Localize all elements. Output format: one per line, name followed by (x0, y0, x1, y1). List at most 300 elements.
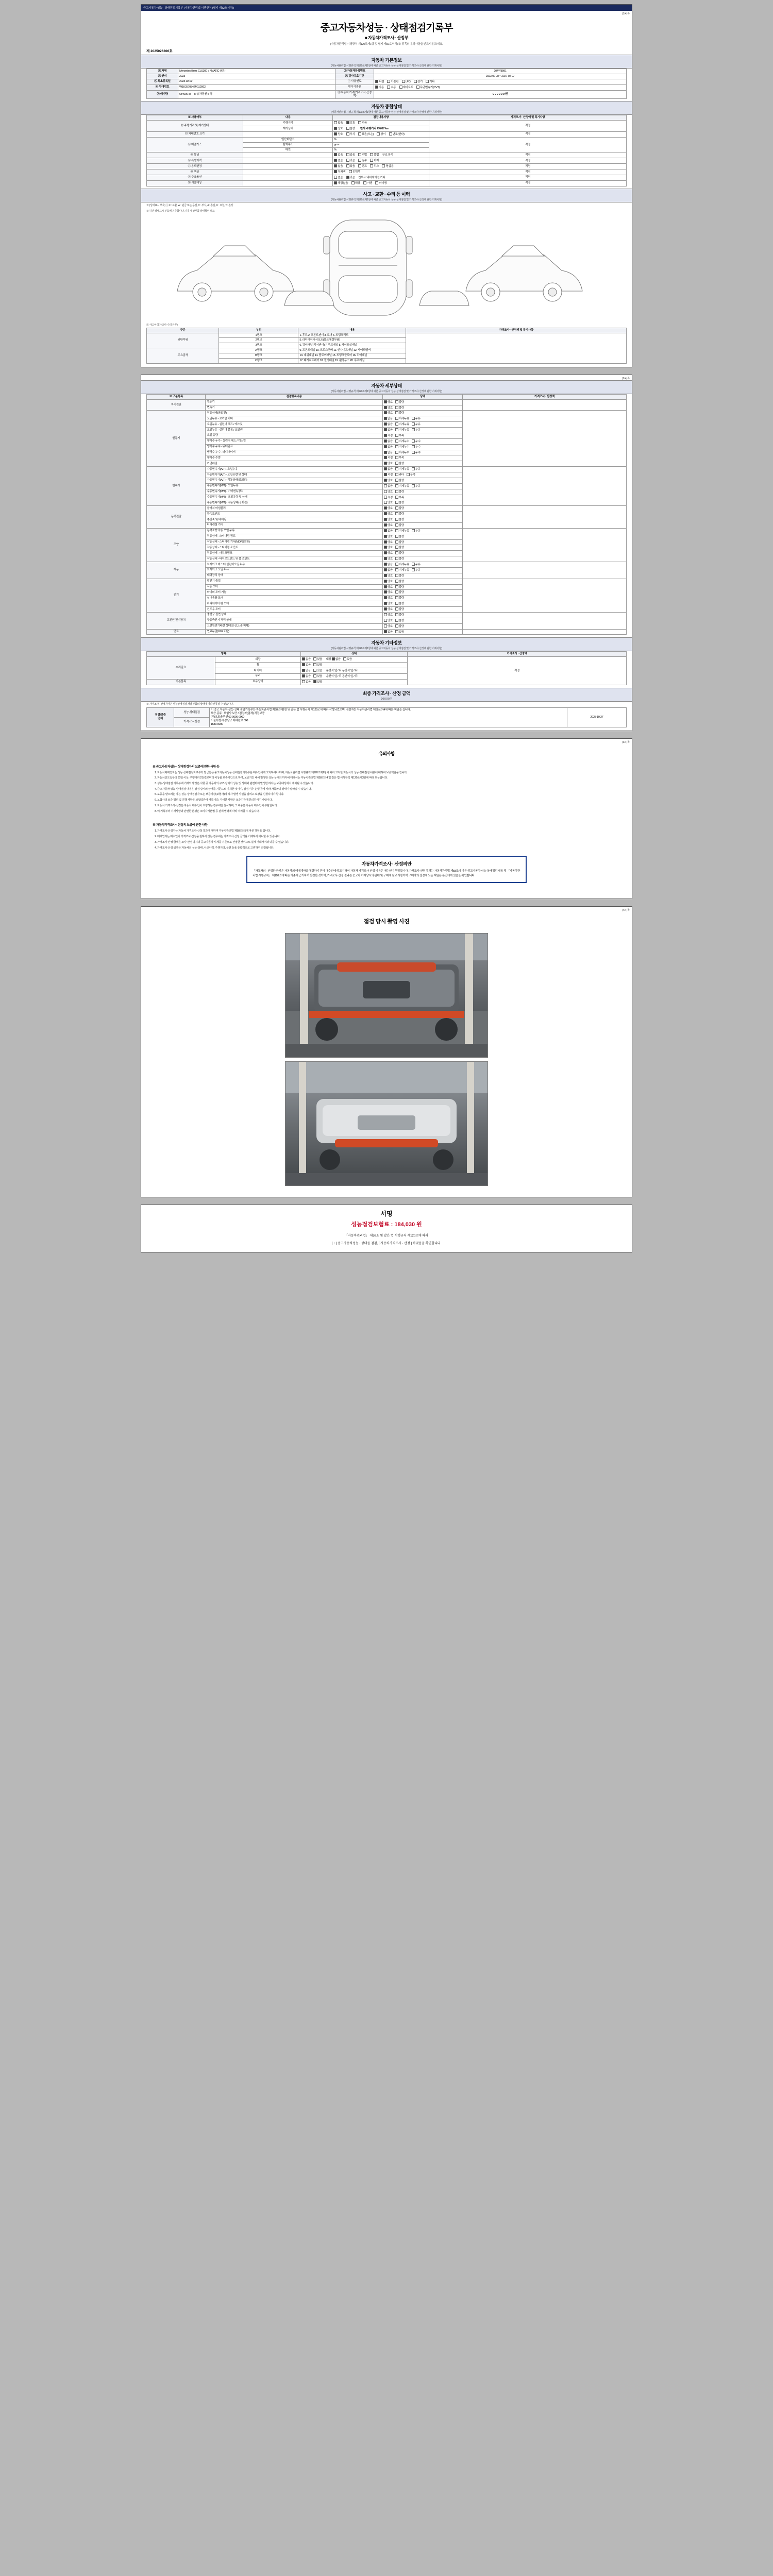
checkbox[interactable] (395, 479, 398, 482)
checkbox[interactable] (395, 613, 398, 616)
checkbox[interactable] (384, 590, 387, 594)
option[interactable] (384, 551, 393, 555)
checkbox[interactable] (395, 411, 398, 414)
option[interactable] (384, 580, 393, 584)
option[interactable] (346, 153, 355, 157)
checkbox[interactable] (395, 551, 398, 554)
checkbox[interactable] (384, 523, 387, 527)
option[interactable] (407, 473, 415, 477)
checkbox[interactable] (395, 518, 398, 521)
option[interactable] (334, 181, 348, 185)
checkbox[interactable] (395, 568, 398, 571)
option[interactable] (384, 439, 393, 444)
fuel-option[interactable] (387, 80, 398, 84)
option[interactable] (384, 456, 393, 460)
option-label: 화재 (374, 159, 379, 163)
checkbox[interactable] (384, 535, 387, 538)
option[interactable] (395, 590, 404, 595)
option[interactable] (334, 127, 343, 131)
option[interactable] (395, 518, 404, 522)
checkbox[interactable] (384, 473, 387, 476)
checkbox[interactable] (384, 422, 387, 426)
option[interactable] (384, 462, 393, 466)
option[interactable] (313, 663, 322, 667)
option-label: 없음 (335, 658, 341, 662)
option[interactable] (395, 490, 404, 494)
checkbox[interactable] (412, 445, 415, 448)
checkbox[interactable] (384, 596, 387, 599)
option[interactable] (363, 181, 372, 185)
fuel-option[interactable] (414, 80, 423, 84)
row-value: 썬루프 내비게이션 기타 (358, 176, 385, 179)
checkbox[interactable] (384, 568, 387, 571)
checkbox[interactable] (384, 467, 387, 470)
checkbox[interactable] (395, 557, 398, 560)
checkbox[interactable] (412, 568, 415, 571)
checkbox[interactable] (395, 523, 398, 527)
checkbox[interactable] (412, 451, 415, 454)
checkbox[interactable] (395, 400, 398, 403)
checkbox[interactable] (384, 490, 387, 493)
option[interactable] (384, 406, 393, 410)
option[interactable] (384, 574, 393, 578)
option[interactable] (384, 624, 393, 629)
checkbox[interactable] (395, 563, 398, 566)
checkbox[interactable] (395, 473, 398, 476)
option[interactable] (358, 121, 367, 125)
option[interactable] (412, 529, 421, 533)
checkbox[interactable] (395, 417, 398, 420)
option[interactable] (384, 590, 393, 595)
option-label: 상이 (380, 132, 386, 136)
checkbox[interactable] (384, 400, 387, 403)
option[interactable] (395, 535, 404, 539)
option[interactable] (395, 585, 404, 589)
checkbox[interactable] (384, 428, 387, 431)
option[interactable] (384, 568, 393, 572)
checkbox[interactable] (395, 467, 398, 470)
item-options (382, 489, 462, 495)
option[interactable] (412, 422, 421, 427)
option[interactable] (395, 400, 404, 404)
option[interactable] (395, 540, 404, 545)
checkbox[interactable] (384, 451, 387, 454)
option[interactable] (384, 613, 393, 617)
checkbox[interactable] (395, 574, 398, 577)
checkbox[interactable] (395, 462, 398, 465)
option[interactable] (384, 512, 393, 516)
checkbox[interactable] (302, 663, 305, 666)
checkbox[interactable] (395, 501, 398, 504)
option[interactable] (384, 467, 393, 471)
checkbox[interactable] (395, 619, 398, 622)
option[interactable] (395, 411, 404, 415)
option[interactable] (346, 176, 355, 180)
option[interactable] (395, 557, 404, 561)
checkbox[interactable] (313, 657, 316, 660)
checkbox[interactable] (395, 529, 398, 532)
section-final-band (141, 688, 632, 702)
option[interactable] (395, 434, 404, 438)
option[interactable] (395, 439, 409, 444)
checkbox[interactable] (384, 501, 387, 504)
item-label: 냉각수 누수 - 실린더 헤드 / 개스킷 (206, 438, 382, 444)
checkbox[interactable] (384, 619, 387, 622)
option[interactable] (346, 121, 355, 125)
checkbox[interactable] (395, 546, 398, 549)
option[interactable] (384, 540, 393, 545)
option[interactable] (313, 657, 322, 662)
option[interactable] (384, 523, 393, 528)
option[interactable] (412, 417, 421, 421)
table-header-row (147, 394, 627, 399)
option[interactable] (395, 551, 404, 555)
option[interactable] (384, 434, 393, 438)
rank-label: A랭크 (219, 348, 298, 353)
table-row (147, 131, 627, 137)
option[interactable] (358, 159, 367, 163)
option[interactable] (384, 496, 393, 500)
option[interactable] (346, 127, 355, 131)
option[interactable] (395, 523, 404, 528)
checkbox[interactable] (384, 411, 387, 414)
group-remark (463, 562, 627, 579)
checkbox[interactable] (384, 512, 387, 515)
checkbox[interactable] (313, 669, 316, 672)
checkbox[interactable] (384, 607, 387, 611)
option[interactable] (384, 451, 393, 455)
option[interactable] (395, 422, 409, 427)
option[interactable] (395, 462, 404, 466)
checkbox[interactable] (395, 406, 398, 409)
fuel-option[interactable] (402, 80, 411, 84)
option[interactable] (395, 473, 404, 477)
option[interactable] (384, 602, 393, 606)
checkbox[interactable] (395, 535, 398, 538)
checkbox[interactable] (384, 557, 387, 560)
option[interactable] (343, 657, 352, 662)
option[interactable] (395, 501, 404, 505)
checkbox[interactable] (384, 445, 387, 448)
option[interactable] (384, 546, 393, 550)
option[interactable] (334, 153, 343, 157)
checkbox[interactable] (302, 680, 305, 683)
option[interactable] (395, 428, 409, 432)
option[interactable] (395, 467, 409, 471)
item-options (382, 551, 462, 556)
option[interactable] (395, 456, 404, 460)
transmission-option[interactable] (399, 86, 413, 90)
option[interactable] (412, 484, 421, 488)
option[interactable] (395, 607, 404, 612)
checkbox[interactable] (395, 590, 398, 594)
row-sublabel: 보유상태 (215, 679, 300, 685)
checkbox[interactable] (384, 540, 387, 544)
checkbox[interactable] (395, 434, 398, 437)
fuel-option[interactable] (426, 80, 434, 84)
checkbox[interactable] (407, 473, 410, 476)
option[interactable] (395, 613, 404, 617)
checkbox[interactable] (412, 422, 415, 426)
option[interactable] (375, 181, 386, 185)
table-row (147, 629, 627, 635)
option[interactable] (384, 428, 393, 432)
option[interactable] (384, 417, 393, 421)
checkbox[interactable] (395, 484, 398, 487)
option[interactable] (412, 451, 421, 455)
option[interactable] (370, 164, 379, 168)
option[interactable] (395, 563, 409, 567)
item-options (382, 528, 462, 534)
option[interactable] (395, 512, 404, 516)
option[interactable] (384, 473, 393, 477)
transmission-option-label: 무단변속기(CVT) (419, 86, 440, 89)
option[interactable] (334, 159, 343, 163)
option[interactable] (377, 132, 385, 137)
page-3 (141, 738, 632, 899)
photos-title: 점검 당시 촬영 사진 (363, 918, 410, 925)
option[interactable] (395, 546, 404, 550)
checkbox[interactable] (384, 406, 387, 409)
checkbox[interactable] (302, 657, 305, 660)
checkbox[interactable] (395, 422, 398, 426)
transmission-option[interactable] (416, 86, 440, 90)
option[interactable] (395, 451, 409, 455)
option[interactable] (384, 506, 393, 511)
checkbox[interactable] (395, 624, 398, 628)
item-options (382, 422, 462, 428)
checkbox[interactable] (412, 417, 415, 420)
option[interactable] (384, 607, 393, 612)
option[interactable] (395, 624, 404, 629)
checkbox[interactable] (384, 529, 387, 532)
checkbox[interactable] (384, 479, 387, 482)
checkbox[interactable] (313, 663, 316, 666)
option[interactable] (302, 669, 311, 673)
option[interactable] (384, 411, 393, 415)
option[interactable] (395, 445, 409, 449)
checkbox[interactable] (412, 563, 415, 566)
transmission-option[interactable] (387, 86, 396, 90)
option[interactable] (395, 496, 404, 500)
option-label: 없음 (387, 451, 393, 454)
checkbox[interactable] (384, 434, 387, 437)
row-label: ⑰ 용도변경 (147, 164, 243, 170)
option[interactable] (412, 439, 421, 444)
option[interactable] (382, 164, 393, 168)
option[interactable] (334, 121, 343, 125)
option[interactable] (384, 529, 393, 533)
checkbox[interactable] (313, 680, 316, 683)
option[interactable] (384, 596, 393, 600)
option-label: 누수 (415, 451, 421, 454)
option-label: 부족 (410, 473, 415, 477)
pledge-title: 자동차가격조사 · 산정의안 (361, 861, 412, 867)
option[interactable] (395, 506, 404, 511)
checkbox[interactable] (302, 669, 305, 672)
checkbox[interactable] (395, 512, 398, 515)
checkbox[interactable] (384, 574, 387, 577)
checkbox[interactable] (384, 551, 387, 554)
table-row (147, 657, 627, 663)
option[interactable] (358, 132, 374, 137)
item-options (382, 416, 462, 422)
checkbox[interactable] (302, 674, 305, 677)
option[interactable] (334, 170, 345, 174)
checkbox[interactable] (384, 546, 387, 549)
checkbox[interactable] (395, 607, 398, 611)
option[interactable] (384, 518, 393, 522)
option[interactable] (346, 132, 355, 137)
option[interactable] (313, 680, 322, 684)
option[interactable] (346, 164, 355, 168)
checkbox[interactable] (395, 585, 398, 588)
option[interactable] (302, 680, 311, 684)
checkbox[interactable] (395, 540, 398, 544)
option-label: 불량 (398, 406, 404, 410)
option[interactable] (384, 557, 393, 561)
option[interactable] (332, 657, 341, 662)
checkbox[interactable] (395, 445, 398, 448)
option[interactable] (370, 153, 379, 157)
option[interactable] (412, 563, 421, 567)
checkbox[interactable] (412, 467, 415, 470)
option-label: 있음 (349, 165, 355, 168)
checkbox[interactable] (395, 428, 398, 431)
option[interactable] (384, 563, 393, 567)
option[interactable] (395, 630, 404, 634)
checkbox[interactable] (384, 613, 387, 616)
option[interactable] (384, 619, 393, 623)
option[interactable] (395, 580, 404, 584)
final-company-table (146, 707, 627, 727)
checkbox[interactable] (384, 602, 387, 605)
option[interactable] (395, 529, 409, 533)
checkbox[interactable] (395, 580, 398, 583)
option[interactable] (384, 535, 393, 539)
option[interactable] (384, 490, 393, 494)
option[interactable] (346, 159, 355, 163)
option[interactable] (302, 657, 311, 662)
checkbox[interactable] (313, 674, 316, 677)
option-label: 미세누유 (398, 468, 409, 471)
checkbox[interactable] (384, 456, 387, 459)
checkbox[interactable] (412, 428, 415, 431)
fuel-option[interactable] (375, 80, 384, 84)
checkbox[interactable] (343, 657, 346, 660)
option[interactable] (384, 484, 393, 488)
option[interactable] (334, 132, 343, 137)
checkbox[interactable] (395, 496, 398, 499)
option[interactable] (395, 568, 409, 572)
transmission-option[interactable] (375, 86, 384, 90)
checkbox[interactable] (395, 506, 398, 510)
overall-table (146, 115, 627, 186)
table-row (147, 90, 627, 99)
checkbox[interactable] (395, 630, 398, 633)
option[interactable] (384, 400, 393, 404)
checkbox[interactable] (384, 417, 387, 420)
option[interactable] (358, 164, 367, 168)
checkbox[interactable] (384, 506, 387, 510)
option[interactable] (395, 406, 404, 410)
document-root (0, 4, 773, 1252)
option[interactable] (395, 479, 404, 483)
checkbox[interactable] (384, 496, 387, 499)
checkbox[interactable] (332, 657, 335, 660)
option[interactable] (384, 630, 393, 634)
checkbox[interactable] (384, 585, 387, 588)
option[interactable] (395, 484, 409, 488)
option[interactable] (412, 445, 421, 449)
row-label: ⑬ 차대번호 표기 (147, 131, 243, 137)
checkbox[interactable] (395, 439, 398, 443)
option[interactable] (313, 669, 322, 673)
option-label: 있음 (349, 154, 355, 157)
option[interactable] (302, 663, 311, 667)
option[interactable] (384, 501, 393, 505)
option[interactable] (334, 176, 343, 180)
checkbox[interactable] (395, 602, 398, 605)
option[interactable] (384, 445, 393, 449)
option[interactable] (412, 467, 421, 471)
option[interactable] (349, 170, 360, 174)
option-label: 누유 (415, 484, 421, 488)
option[interactable] (351, 181, 360, 185)
checkbox[interactable] (384, 518, 387, 521)
option[interactable] (302, 674, 311, 679)
checkbox[interactable] (412, 484, 415, 487)
option[interactable] (384, 422, 393, 427)
option[interactable] (395, 596, 404, 600)
option[interactable] (334, 164, 343, 168)
option[interactable] (313, 674, 322, 679)
section-basic-subtitle: (자동차관리법 시행규칙 제120조제1항에 따른 중고자동차 성능·상태점검 및 가격조사·산정에 관한 기재사항) (331, 64, 442, 67)
checkbox[interactable] (395, 596, 398, 599)
checkbox[interactable] (384, 624, 387, 628)
checkbox[interactable] (384, 630, 387, 633)
option[interactable] (384, 585, 393, 589)
checkbox[interactable] (395, 456, 398, 459)
checkbox[interactable] (384, 462, 387, 465)
group-label: 조향 (147, 528, 206, 562)
checkbox[interactable] (384, 580, 387, 583)
group-label: 전기 (147, 579, 206, 612)
option[interactable] (395, 602, 404, 606)
option[interactable] (395, 417, 409, 421)
checkbox[interactable] (384, 439, 387, 443)
option[interactable] (395, 574, 404, 578)
option[interactable] (412, 568, 421, 572)
option[interactable] (395, 619, 404, 623)
checkbox[interactable] (384, 484, 387, 487)
checkbox[interactable] (384, 563, 387, 566)
option-label: 불량 (398, 624, 404, 628)
item-label: 오일누유 - 실린더 헤드 / 개스킷 (206, 422, 382, 428)
option-label: 없음 (305, 674, 311, 678)
option[interactable] (384, 479, 393, 483)
checkbox[interactable] (412, 439, 415, 443)
option[interactable] (358, 153, 367, 157)
option[interactable] (370, 159, 379, 163)
checkbox[interactable] (412, 529, 415, 532)
checkbox[interactable] (395, 490, 398, 493)
checkbox[interactable] (395, 451, 398, 454)
option[interactable] (412, 428, 421, 432)
option-label: 누유 (415, 568, 421, 572)
group-label: 제동 (147, 562, 206, 579)
option[interactable] (389, 132, 405, 137)
